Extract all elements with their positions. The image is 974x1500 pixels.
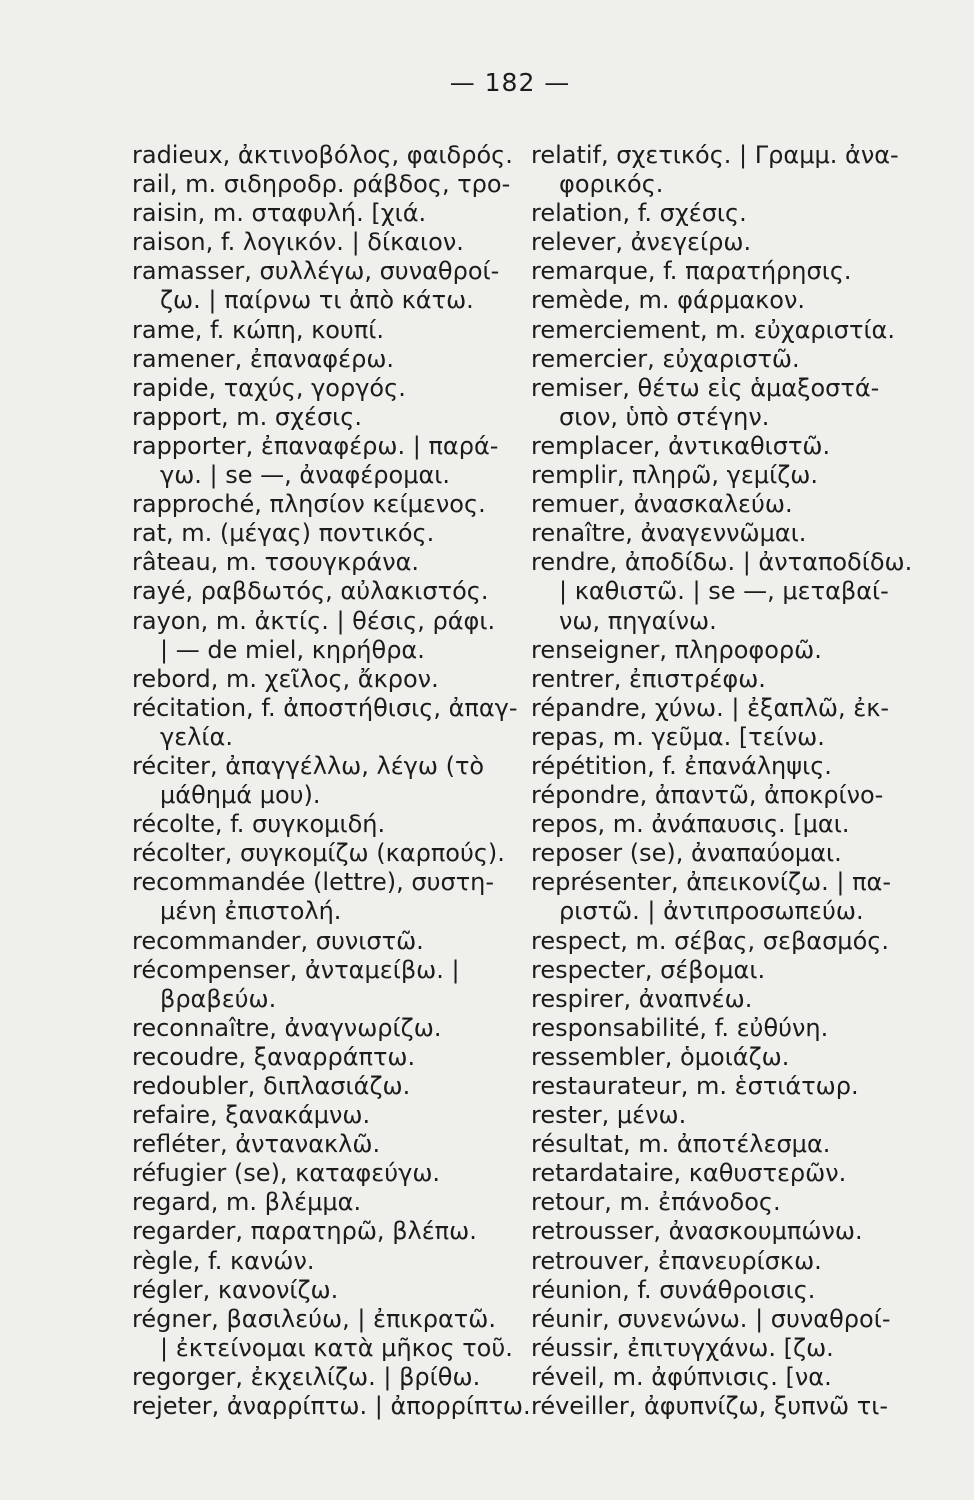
- dictionary-entry-line: refaire, ξανακάμνω.: [132, 1101, 371, 1130]
- dictionary-entry-line: râteau, m. τσουγκράνα.: [132, 548, 420, 577]
- dictionary-entry-line: recommander, συνιστῶ.: [132, 926, 424, 955]
- dictionary-entry-line: rat, m. (μέγας) ποντικός.: [132, 519, 435, 548]
- dictionary-entry-line: relatif, σχετικός. | Γραμμ. ἀνα-: [531, 141, 899, 169]
- dictionary-entry-line: respect, m. σέβας, σεβασμός.: [531, 926, 889, 955]
- dictionary-entry-line: récolte, f. συγκομιδή.: [132, 810, 386, 839]
- dictionary-entry-line: rayé, ραβδωτός, αὐλακιστός.: [132, 577, 489, 606]
- dictionary-entry-line: ramener, ἐπαναφέρω.: [132, 344, 395, 373]
- dictionary-entry-line: regard, m. βλέμμα.: [132, 1188, 362, 1217]
- right-column: [531, 141, 911, 1421]
- dictionary-entry-line: regorger, ἐκχειλίζω. | βρίθω.: [132, 1362, 481, 1391]
- dictionary-entry-line: | καθιστῶ. | se —, μεταβαί-: [559, 577, 889, 606]
- dictionary-entry-line: rapporter, ἐπαναφέρω. | παρά-: [132, 431, 499, 460]
- dictionary-entry-line: recommandée (lettre), συστη-: [132, 868, 495, 897]
- dictionary-entry-line: réfugier (se), καταφεύγω.: [132, 1159, 441, 1188]
- dictionary-entry-line: redoubler, διπλασιάζω.: [132, 1072, 411, 1100]
- dictionary-entry-line: résultat, m. ἀποτέλεσμα.: [531, 1130, 831, 1159]
- dictionary-entry-line: rebord, m. χεῖλος, ἄκρον.: [132, 664, 439, 693]
- dictionary-entry-line: rejeter, ἀναρρίπτω. | ἀπορρίπτω.: [132, 1392, 531, 1421]
- dictionary-entry-line: rapproché, πλησίον κείμενος.: [132, 490, 486, 519]
- dictionary-entry-line: regarder, παρατηρῶ, βλέπω.: [132, 1217, 477, 1246]
- dictionary-entry-line: raisin, m. σταφυλή. [χιά.: [132, 199, 427, 228]
- dictionary-entry-line: réciter, ἀπαγγέλλω, λέγω (τὸ: [132, 751, 485, 780]
- dictionary-entry-line: règle, f. κανών.: [132, 1246, 315, 1275]
- dictionary-entry-line: rame, f. κώπη, κουπί.: [132, 315, 385, 344]
- dictionary-entry-line: | ἐκτείνομαι κατὰ μῆκος τοῦ.: [160, 1333, 513, 1362]
- dictionary-entry-line: rayon, m. ἀκτίς. | θέσις, ράφι.: [132, 606, 496, 635]
- dictionary-entry-line: ριστῶ. | ἀντιπροσωπεύω.: [559, 897, 864, 926]
- left-column: [132, 141, 531, 1421]
- dictionary-entry-line: remarque, f. παρατήρησις.: [531, 257, 852, 286]
- dictionary-entry-line: raison, f. λογικόν. | δίκαιον.: [132, 228, 464, 257]
- dictionary-entry-line: refléter, ἀντανακλῶ.: [132, 1130, 381, 1159]
- dictionary-entry-line: remiser, θέτω εἰς ἁμαξοστά-: [531, 373, 880, 402]
- dictionary-entry-line: νω, πηγαίνω.: [559, 606, 717, 635]
- dictionary-entry-line: réveil, m. ἀφύπνισις. [να.: [531, 1362, 832, 1391]
- dictionary-entry-line: relever, ἀνεγείρω.: [531, 228, 752, 257]
- dictionary-entry-line: rail, m. σιδηροδρ. ράβδος, τρο-: [132, 170, 511, 199]
- dictionary-entry-line: γω. | se —, ἀναφέρομαι.: [160, 461, 451, 490]
- dictionary-entry-line: réunion, f. συνάθροισις.: [531, 1275, 816, 1304]
- dictionary-entry-line: réveiller, ἀφυπνίζω, ξυπνῶ τι-: [531, 1392, 888, 1421]
- dictionary-entry-line: μένη ἐπιστολή.: [160, 897, 342, 926]
- dictionary-entry-line: régler, κανονίζω.: [132, 1275, 339, 1304]
- dictionary-entry-line: remercier, εὐχαριστῶ.: [531, 344, 800, 373]
- dictionary-entry-line: radieux, ἀκτινοβόλος, φαιδρός.: [132, 141, 513, 169]
- dictionary-entry-line: σιον, ὑπὸ στέγην.: [559, 402, 770, 431]
- dictionary-entry-line: reconnaître, ἀναγνωρίζω.: [132, 1013, 442, 1042]
- dictionary-entry-line: rentrer, ἐπιστρέφω.: [531, 664, 766, 693]
- dictionary-entry-line: renseigner, πληροφορῶ.: [531, 635, 822, 664]
- dictionary-entry-line: rester, μένω.: [531, 1101, 687, 1130]
- dictionary-entry-line: γελία.: [160, 722, 233, 751]
- dictionary-entry-line: retrouver, ἐπανευρίσκω.: [531, 1246, 822, 1275]
- dictionary-entry-line: rapide, ταχύς, γοργός.: [132, 373, 406, 402]
- dictionary-entry-line: régner, βασιλεύω, | ἐπικρατῶ.: [132, 1304, 496, 1333]
- dictionary-entry-line: répétition, f. ἐπανάληψις.: [531, 751, 832, 780]
- dictionary-entry-line: récolter, συγκομίζω (καρπούς).: [132, 839, 505, 868]
- dictionary-entry-line: rendre, ἀποδίδω. | ἀνταποδίδω.: [531, 548, 913, 577]
- dictionary-entry-line: récitation, f. ἀποστήθισις, ἀπαγ-: [132, 693, 518, 722]
- dictionary-entry-line: retour, m. ἐπάνοδος.: [531, 1188, 781, 1217]
- dictionary-entry-line: βραβεύω.: [160, 984, 277, 1013]
- dictionary-entry-line: respirer, ἀναπνέω.: [531, 984, 753, 1013]
- dictionary-entry-line: répondre, ἀπαντῶ, ἀποκρίνο-: [531, 781, 884, 810]
- dictionary-entry-line: récompenser, ἀνταμείβω. |: [132, 955, 460, 984]
- page-number: — 182 —: [449, 68, 571, 97]
- dictionary-entry-line: ressembler, ὁμοιάζω.: [531, 1042, 790, 1071]
- dictionary-entry-line: ζω. | παίρνω τι ἀπὸ κάτω.: [160, 286, 474, 315]
- dictionary-entry-line: φορικός.: [559, 170, 664, 199]
- dictionary-entry-line: repos, m. ἀνάπαυσις. [μαι.: [531, 810, 850, 839]
- dictionary-entry-line: rapport, m. σχέσις.: [132, 402, 362, 431]
- dictionary-entry-line: μάθημά μου).: [160, 781, 321, 810]
- dictionary-entry-line: remuer, ἀνασκαλεύω.: [531, 490, 793, 519]
- dictionary-entry-line: reposer (se), ἀναπαύομαι.: [531, 839, 842, 868]
- dictionary-entry-line: retrousser, ἀνασκουμπώνω.: [531, 1217, 863, 1246]
- dictionary-entry-line: réussir, ἐπιτυγχάνω. [ζω.: [531, 1333, 834, 1362]
- dictionary-entry-line: renaître, ἀναγεννῶμαι.: [531, 519, 807, 548]
- dictionary-entry-line: représenter, ἀπεικονίζω. | πα-: [531, 868, 891, 897]
- dictionary-entry-line: remplacer, ἀντικαθιστῶ.: [531, 431, 831, 460]
- dictionary-entry-line: repas, m. γεῦμα. [τείνω.: [531, 722, 825, 751]
- dictionary-entry-line: restaurateur, m. ἑστιάτωρ.: [531, 1072, 859, 1100]
- dictionary-entry-line: | — de miel, κηρήθρα.: [160, 635, 425, 664]
- dictionary-entry-line: remplir, πληρῶ, γεμίζω.: [531, 461, 818, 490]
- dictionary-entry-line: recoudre, ξαναρράπτω.: [132, 1042, 416, 1071]
- dictionary-entry-line: répandre, χύνω. | ἐξαπλῶ, ἐκ-: [531, 693, 890, 722]
- dictionary-entry-line: remerciement, m. εὐχαριστία.: [531, 315, 896, 344]
- dictionary-entry-line: remède, m. φάρμακον.: [531, 286, 805, 315]
- dictionary-entry-line: ramasser, συλλέγω, συναθροί-: [132, 257, 500, 286]
- dictionary-entry-line: relation, f. σχέσις.: [531, 199, 747, 228]
- dictionary-entry-line: retardataire, καθυστερῶν.: [531, 1159, 847, 1188]
- dictionary-entry-line: responsabilité, f. εὐθύνη.: [531, 1013, 829, 1042]
- dictionary-entry-line: respecter, σέβομαι.: [531, 955, 766, 984]
- dictionary-entry-line: réunir, συνενώνω. | συναθροί-: [531, 1304, 891, 1333]
